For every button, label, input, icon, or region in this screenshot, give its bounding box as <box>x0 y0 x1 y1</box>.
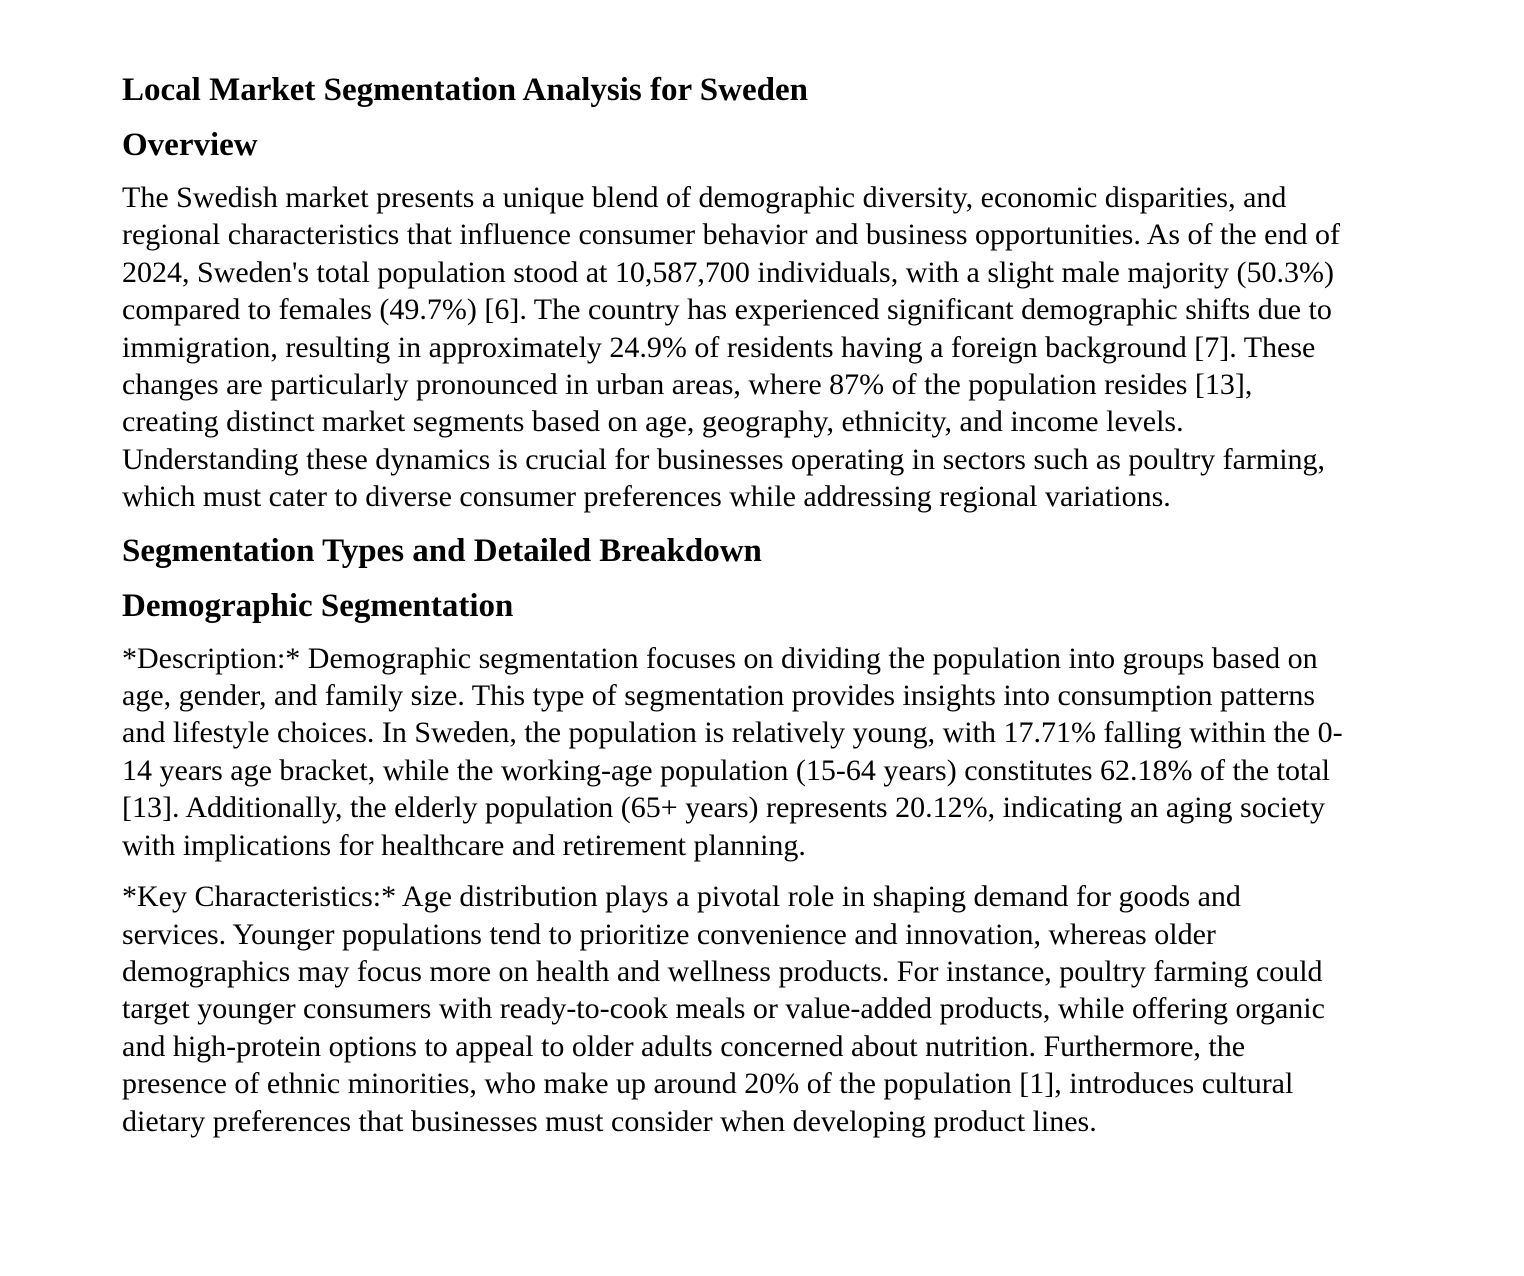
paragraph-description: *Description:* Demographic segmentation focuses on dividing the population into groups based on age, gender, and family size. This type of segmentation provides insights into consumption patterns and lifestyle choices. In Sweden, the population is relatively young, with 17.71% falling within the 0-14 years age bracket, while the working-age population (15-64 years) constitutes 62.18% of the total [13]. Additionally, the elderly population (65+ years) represents 20.12%, indicating an aging society with implications for healthcare and retirement planning. <box>122 641 1343 862</box>
paragraph-overview: The Swedish market presents a unique blend of demographic diversity, economic disparities, and regional characteristics that influence consumer behavior and business opportunities. As of the end of 2024, Sweden's total population stood at 10,587,700 individuals, with a slight male majority (50.3%) compared to females (49.7%) [6]. The country has experienced significant demographic shifts due to immigration, resulting in approximately 24.9% of residents having a foreign background [7]. These changes are particularly pronounced in urban areas, where 87% of the population resides [13], creating distinct market segments based on age, geography, ethnicity, and income levels. Understanding these dynamics is crucial for businesses operating in sectors such as poultry farming, which must cater to diverse consumer preferences while addressing regional variations. <box>122 181 1340 514</box>
section-heading-demographic-segmentation: Demographic Segmentation <box>122 587 514 624</box>
paragraph-key-characteristics: *Key Characteristics:* Age distribution plays a pivotal role in shaping demand for goods and services. Younger populations tend to prioritize convenience and innovation, whereas older demographics may focus more on health and wellness products. For instance, poultry farming could target younger consumers with ready-to-cook meals or value-added products, while offering organic and high-protein options to appeal to older adults concerned about nutrition. Furthermore, the presence of ethnic minorities, who make up around 20% of the population [1], introduces cultural dietary preferences that businesses must consider when developing product lines. <box>122 880 1325 1138</box>
section-heading-segmentation-types: Segmentation Types and Detailed Breakdown <box>122 532 762 569</box>
section-heading-overview: Overview <box>122 127 258 163</box>
document-title: Local Market Segmentation Analysis for Sweden <box>122 72 808 108</box>
